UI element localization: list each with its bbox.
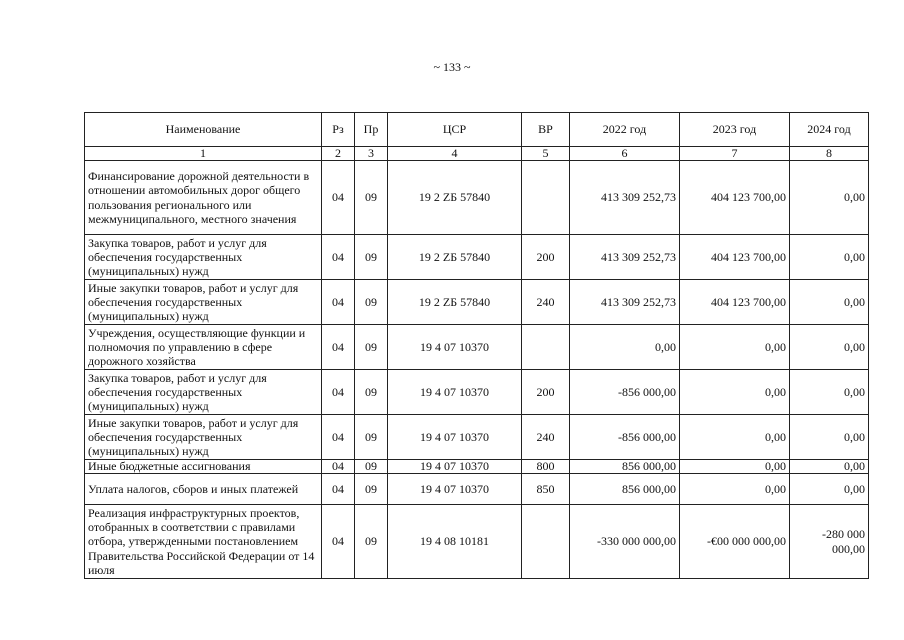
- row-vr: 800: [522, 460, 570, 474]
- row-rz: 04: [322, 415, 355, 460]
- row-csr: 19 2 ZБ 57840: [388, 280, 522, 325]
- row-name: Иные бюджетные ассигнования: [85, 460, 322, 474]
- row-2022: -330 000 000,00: [570, 505, 680, 579]
- row-name: Закупка товаров, работ и услуг для обеспечения государственных (муниципальных) нужд: [85, 235, 322, 280]
- row-pr: 09: [355, 235, 388, 280]
- row-name: Учреждения, осуществляющие функции и полномочия по управлению в сфере дорожного хозяйства: [85, 325, 322, 370]
- row-2022: 413 309 252,73: [570, 161, 680, 235]
- row-pr: 09: [355, 415, 388, 460]
- column-number: 5: [522, 147, 570, 161]
- row-2024: 0,00: [790, 415, 869, 460]
- table-row: [85, 325, 869, 370]
- row-name: Реализация инфраструктурных проектов, отобранных в соответствии с правилами отбора, утвержденными постановлением Правительства Российской Федерации от 14 июля: [85, 505, 322, 579]
- header-pr: Пр: [355, 113, 388, 147]
- row-2023: 404 123 700,00: [680, 161, 790, 235]
- row-vr: 200: [522, 370, 570, 415]
- row-2024: -280 000 000,00: [790, 505, 869, 579]
- header-2024: 2024 год: [790, 113, 869, 147]
- row-2024: 0,00: [790, 161, 869, 235]
- row-name: Финансирование дорожной деятельности в отношении автомобильных дорог общего пользования регионального или межмуниципального, местного значения: [85, 161, 322, 235]
- column-number: 6: [570, 147, 680, 161]
- row-2023: 0,00: [680, 460, 790, 474]
- row-2022: -856 000,00: [570, 415, 680, 460]
- row-2023: 0,00: [680, 474, 790, 505]
- row-2024: 0,00: [790, 280, 869, 325]
- table-row: [85, 280, 869, 325]
- row-pr: 09: [355, 161, 388, 235]
- row-vr: [522, 325, 570, 370]
- column-number: 1: [85, 147, 322, 161]
- column-number: 3: [355, 147, 388, 161]
- table-row: [85, 505, 869, 579]
- row-2023: 0,00: [680, 415, 790, 460]
- row-rz: 04: [322, 370, 355, 415]
- row-vr: 240: [522, 415, 570, 460]
- budget-table: [84, 112, 869, 579]
- page-number: ~ 133 ~: [433, 60, 471, 74]
- row-2022: 413 309 252,73: [570, 280, 680, 325]
- row-rz: 04: [322, 505, 355, 579]
- row-2024: 0,00: [790, 474, 869, 505]
- row-name: Иные закупки товаров, работ и услуг для обеспечения государственных (муниципальных) нужд: [85, 415, 322, 460]
- row-name: Иные закупки товаров, работ и услуг для обеспечения государственных (муниципальных) нужд: [85, 280, 322, 325]
- row-csr: 19 4 07 10370: [388, 325, 522, 370]
- row-pr: 09: [355, 325, 388, 370]
- row-2024: 0,00: [790, 460, 869, 474]
- header-2023: 2023 год: [680, 113, 790, 147]
- row-csr: 19 4 07 10370: [388, 474, 522, 505]
- row-2022: 0,00: [570, 325, 680, 370]
- row-csr: 19 4 07 10370: [388, 415, 522, 460]
- row-csr: 19 4 08 10181: [388, 505, 522, 579]
- row-pr: 09: [355, 474, 388, 505]
- row-2023: 0,00: [680, 325, 790, 370]
- row-rz: 04: [322, 235, 355, 280]
- row-2023: 404 123 700,00: [680, 280, 790, 325]
- column-number: 2: [322, 147, 355, 161]
- table-row: [85, 161, 869, 235]
- column-number-row: [85, 147, 869, 161]
- row-2022: 856 000,00: [570, 474, 680, 505]
- row-rz: 04: [322, 161, 355, 235]
- row-vr: [522, 161, 570, 235]
- table-row: [85, 474, 869, 505]
- header-row: [85, 113, 869, 147]
- row-2024: 0,00: [790, 325, 869, 370]
- row-pr: 09: [355, 505, 388, 579]
- row-csr: 19 2 ZБ 57840: [388, 235, 522, 280]
- row-2024: 0,00: [790, 370, 869, 415]
- row-pr: 09: [355, 280, 388, 325]
- header-csr: ЦСР: [388, 113, 522, 147]
- table-row: [85, 235, 869, 280]
- row-vr: 240: [522, 280, 570, 325]
- row-rz: 04: [322, 280, 355, 325]
- row-2022: 856 000,00: [570, 460, 680, 474]
- column-number: 8: [790, 147, 869, 161]
- row-rz: 04: [322, 325, 355, 370]
- column-number: 7: [680, 147, 790, 161]
- row-rz: 04: [322, 474, 355, 505]
- row-2022: -856 000,00: [570, 370, 680, 415]
- row-pr: 09: [355, 370, 388, 415]
- header-rz: Рз: [322, 113, 355, 147]
- row-rz: 04: [322, 460, 355, 474]
- row-vr: [522, 505, 570, 579]
- row-vr: 850: [522, 474, 570, 505]
- row-2023: 404 123 700,00: [680, 235, 790, 280]
- header-vr: ВР: [522, 113, 570, 147]
- row-name: Закупка товаров, работ и услуг для обеспечения государственных (муниципальных) нужд: [85, 370, 322, 415]
- header-name: Наименование: [85, 113, 322, 147]
- row-2024: 0,00: [790, 235, 869, 280]
- table-row: [85, 370, 869, 415]
- row-name: Уплата налогов, сборов и иных платежей: [85, 474, 322, 505]
- row-vr: 200: [522, 235, 570, 280]
- row-2023: 0,00: [680, 370, 790, 415]
- header-2022: 2022 год: [570, 113, 680, 147]
- table-row: [85, 415, 869, 460]
- row-2022: 413 309 252,73: [570, 235, 680, 280]
- row-2023: -€00 000 000,00: [680, 505, 790, 579]
- row-csr: 19 4 07 10370: [388, 370, 522, 415]
- row-pr: 09: [355, 460, 388, 474]
- row-csr: 19 2 ZБ 57840: [388, 161, 522, 235]
- row-csr: 19 4 07 10370: [388, 460, 522, 474]
- column-number: 4: [388, 147, 522, 161]
- table-row: [85, 460, 869, 474]
